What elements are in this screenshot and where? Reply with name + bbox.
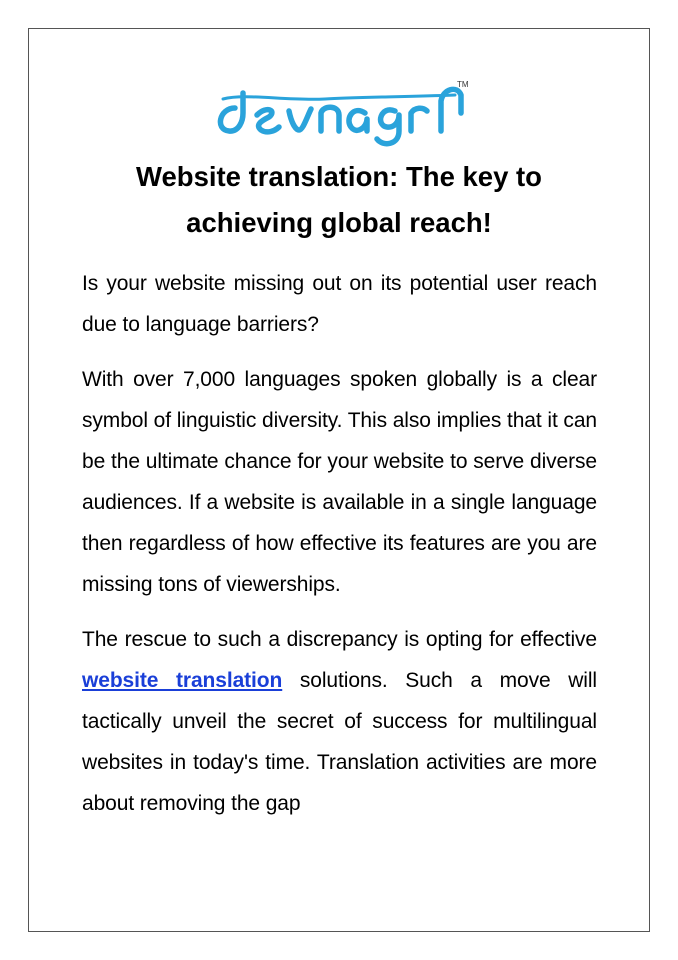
paragraph-1: Is your website missing out on its potential user reach due to language barriers?	[82, 272, 597, 336]
paragraph-2: With over 7,000 languages spoken globally is a clear symbol of linguistic diversity. This also implies that it can be the ultimate chance for your website to serve diverse audiences. If a website is available in a single language then regardless of how effective its features are you are missing tons of viewerships.	[82, 368, 597, 596]
paragraph-3-end: solutions. Such a move will tactically unveil the secret of success for multilingual websites in today's time. Translation activities are more about removing the gap	[82, 669, 597, 815]
paragraph-3	[82, 619, 597, 824]
title-line-1: Website translation: The key to	[136, 161, 542, 192]
document-title	[60, 154, 618, 246]
paragraph-3-start: The rescue to such a discrepancy is opting for effective	[82, 628, 597, 651]
document-body	[82, 263, 597, 836]
website-translation-link[interactable]: website translation	[82, 669, 283, 692]
trademark-mark: TM	[457, 80, 469, 89]
title-line-2: achieving global reach!	[186, 207, 492, 238]
devnagri-logo	[205, 75, 475, 155]
devnagri-logo-graphic	[205, 75, 475, 155]
